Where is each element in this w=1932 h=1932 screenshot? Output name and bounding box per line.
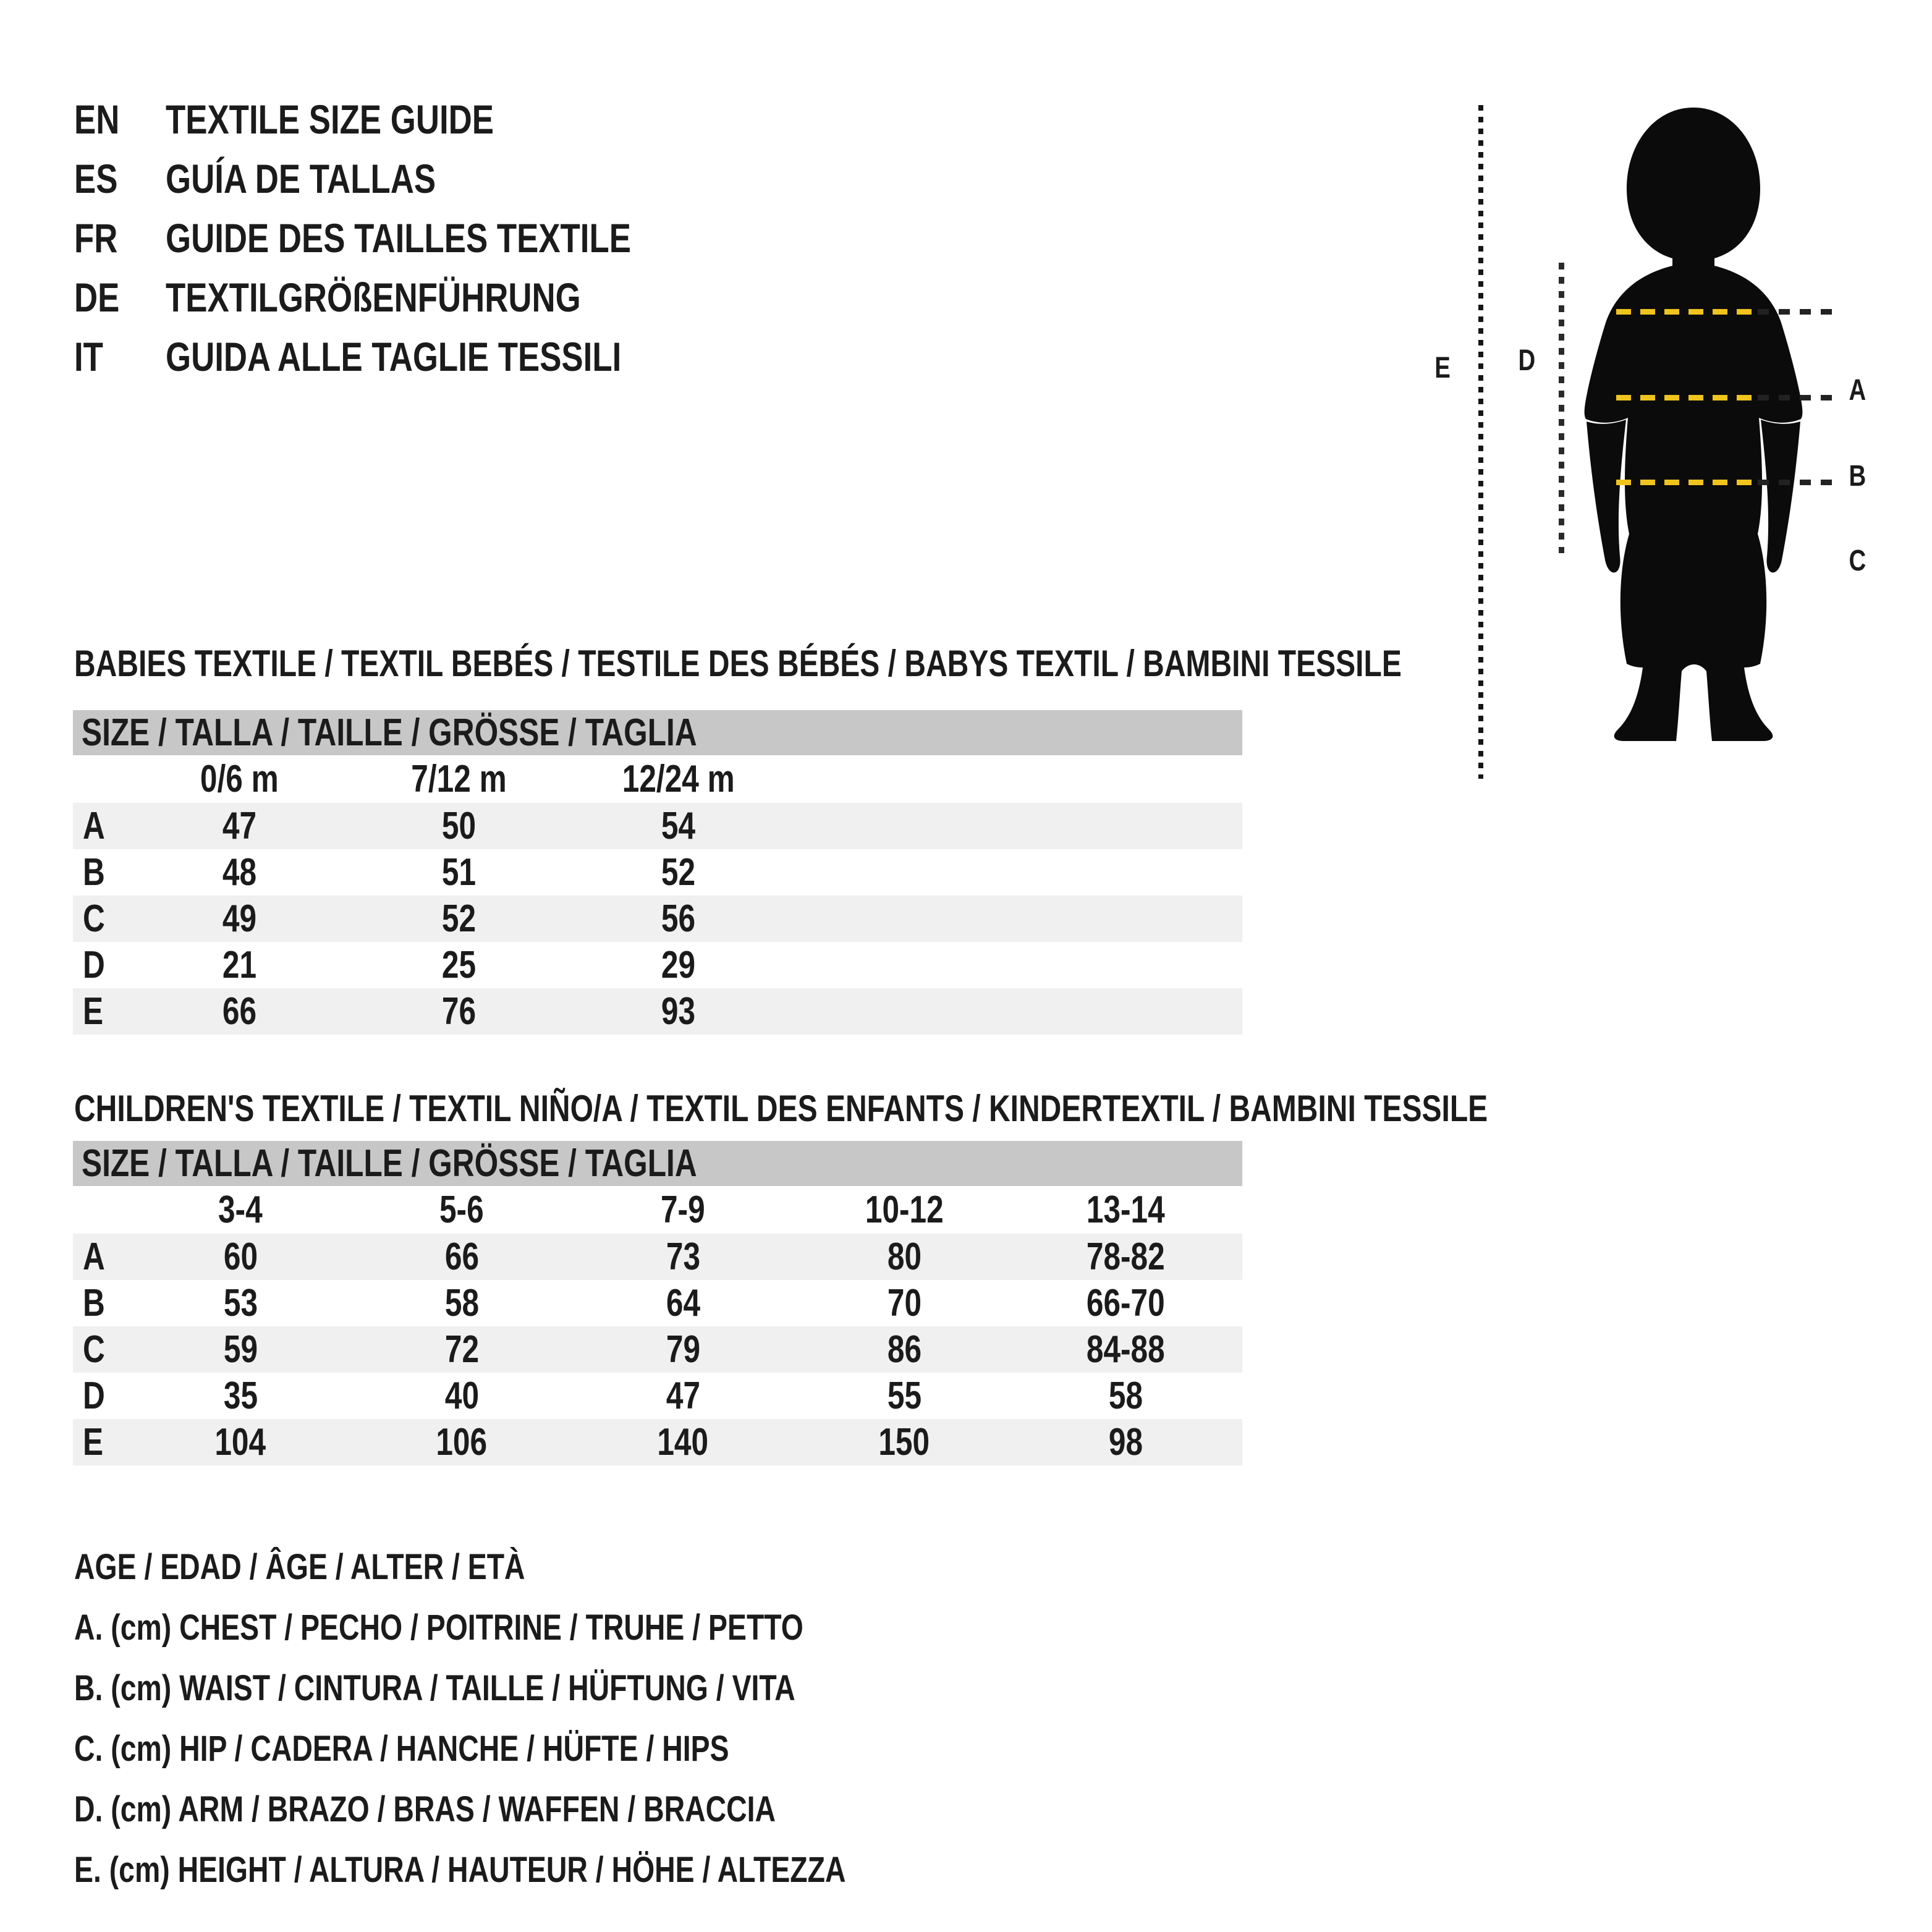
figure-label-C: C (1849, 544, 1866, 577)
cell-value: 47 (222, 805, 257, 847)
children-size-table (73, 1141, 1242, 1465)
row-label: A (83, 1235, 105, 1278)
table-row (73, 1234, 1242, 1280)
cell-value: 25 (441, 944, 477, 986)
size-header-label: SIZE / TALLA / TAILLE / GRÖSSE / TAGLIA (82, 711, 697, 754)
cell-value: 98 (1108, 1421, 1143, 1464)
cell-value: 106 (436, 1421, 488, 1464)
cell-value: 35 (223, 1375, 258, 1417)
language-row-es (74, 149, 747, 208)
children-column-header-row (73, 1186, 1242, 1234)
cell-value: 66 (444, 1235, 479, 1278)
babies-section-heading: BABIES TEXTILE / TEXTIL BEBÉS / TESTILE DES BÉBÉS / BABYS TEXTIL / BAMBINI TESSILE (74, 643, 1402, 684)
cell-value: 50 (441, 805, 477, 847)
children-size-header-bar (73, 1141, 1242, 1186)
language-code: ES (74, 156, 118, 201)
cell-value: 78-82 (1086, 1235, 1165, 1278)
cell-value: 29 (661, 944, 696, 986)
figure-label-B: B (1849, 460, 1866, 493)
table-row (73, 1280, 1242, 1326)
waist-measure-dash-yellow-B (1616, 395, 1752, 400)
measurement-legend (74, 1536, 1039, 1900)
waist-leader-dash-B (1758, 395, 1837, 400)
cell-value: 104 (214, 1421, 266, 1464)
legend-chest: A. (cm) CHEST / PECHO / POITRINE / TRUHE / PETTO (74, 1607, 803, 1648)
cell-value: 56 (661, 897, 696, 940)
column-header: 7-9 (661, 1188, 705, 1231)
cell-value: 54 (661, 805, 696, 847)
language-row-en (74, 90, 747, 149)
hip-leader-dash-C (1758, 480, 1837, 485)
column-header: 13-14 (1086, 1188, 1165, 1231)
row-label: C (83, 897, 105, 940)
cell-value: 93 (661, 990, 696, 1033)
babies-size-table (73, 710, 1242, 1035)
guide-title-en: TEXTILE SIZE GUIDE (166, 96, 494, 142)
guide-title-de: TEXTILGRÖßENFÜHRUNG (166, 274, 581, 320)
cell-value: 84-88 (1086, 1328, 1165, 1371)
legend-age: AGE / EDAD / ÂGE / ALTER / ETÀ (74, 1546, 525, 1587)
cell-value: 58 (444, 1282, 479, 1324)
cell-value: 21 (222, 944, 257, 986)
column-header: 10-12 (865, 1188, 944, 1231)
cell-value: 66-70 (1086, 1282, 1165, 1324)
legend-height: E. (cm) HEIGHT / ALTURA / HAUTEUR / HÖHE / ALTEZZA (74, 1849, 846, 1890)
cell-value: 47 (666, 1375, 700, 1417)
legend-arm: D. (cm) ARM / BRAZO / BRAS / WAFFEN / BRACCIA (74, 1789, 776, 1829)
figure-label-D: D (1518, 344, 1535, 377)
cell-value: 58 (1108, 1375, 1143, 1417)
language-code: EN (74, 96, 120, 142)
cell-value: 40 (444, 1375, 479, 1417)
cell-value: 150 (878, 1421, 930, 1464)
row-label: A (83, 805, 105, 847)
legend-hip: C. (cm) HIP / CADERA / HANCHE / HÜFTE / HIPS (74, 1728, 729, 1769)
cell-value: 52 (441, 897, 477, 940)
chest-measure-dash-yellow-A (1616, 309, 1752, 315)
column-header: 0/6 m (200, 758, 279, 800)
row-label: D (83, 944, 105, 986)
cell-value: 66 (222, 990, 257, 1033)
legend-waist: B. (cm) WAIST / CINTURA / TAILLE / HÜFTUNG / VITA (74, 1667, 795, 1708)
cell-value: 60 (223, 1235, 258, 1278)
table-row (73, 1326, 1242, 1373)
row-label: C (83, 1328, 105, 1371)
cell-value: 86 (887, 1328, 922, 1371)
cell-value: 48 (222, 851, 257, 894)
cell-value: 79 (666, 1328, 700, 1371)
column-header: 5-6 (439, 1188, 484, 1231)
cell-value: 72 (444, 1328, 479, 1371)
cell-value: 51 (441, 851, 477, 894)
cell-value: 76 (441, 990, 477, 1033)
language-row-it (74, 327, 747, 386)
children-section-heading: CHILDREN'S TEXTILE / TEXTIL NIÑO/A / TEXTIL DES ENFANTS / KINDERTEXTIL / BAMBINI TESSILE (74, 1088, 1488, 1129)
row-label: B (83, 1282, 105, 1324)
cell-value: 52 (661, 851, 696, 894)
row-label: E (83, 990, 104, 1033)
row-label: B (83, 851, 105, 894)
guide-title-it: GUIDA ALLE TAGLIE TESSILI (166, 334, 622, 379)
table-row (73, 803, 1242, 849)
column-header: 3-4 (218, 1188, 263, 1231)
row-label: E (83, 1421, 104, 1464)
arm-measure-line-D (1559, 263, 1564, 553)
cell-value: 49 (222, 897, 257, 940)
column-header: 12/24 m (622, 758, 735, 800)
guide-title-fr: GUIDE DES TAILLES TEXTILE (166, 215, 631, 261)
row-label: D (83, 1375, 105, 1417)
language-title-list (74, 90, 747, 386)
column-header: 7/12 m (411, 758, 507, 800)
language-code: DE (74, 274, 120, 320)
cell-value: 64 (666, 1282, 700, 1324)
babies-size-header-bar (73, 710, 1242, 755)
size-header-label: SIZE / TALLA / TAILLE / GRÖSSE / TAGLIA (82, 1142, 697, 1185)
measurement-figure (1421, 80, 1916, 810)
table-row (73, 1419, 1242, 1465)
table-row (73, 942, 1242, 988)
table-row (73, 849, 1242, 896)
cell-value: 140 (657, 1421, 709, 1464)
table-row (73, 896, 1242, 942)
cell-value: 55 (887, 1375, 922, 1417)
figure-label-A: A (1849, 374, 1866, 407)
chest-leader-dash-A (1758, 309, 1837, 315)
babies-column-header-row (73, 755, 1242, 803)
cell-value: 59 (223, 1328, 258, 1371)
language-code: IT (74, 334, 103, 379)
hip-measure-dash-yellow-C (1616, 480, 1752, 485)
table-row (73, 1373, 1242, 1419)
cell-value: 53 (223, 1282, 258, 1324)
language-row-fr (74, 208, 747, 268)
cell-value: 70 (887, 1282, 922, 1324)
cell-value: 80 (887, 1235, 922, 1278)
language-code: FR (74, 215, 118, 261)
cell-value: 73 (666, 1235, 700, 1278)
guide-title-es: GUÍA DE TALLAS (166, 156, 436, 201)
figure-label-E: E (1434, 352, 1451, 384)
language-row-de (74, 268, 747, 327)
table-row (73, 988, 1242, 1035)
